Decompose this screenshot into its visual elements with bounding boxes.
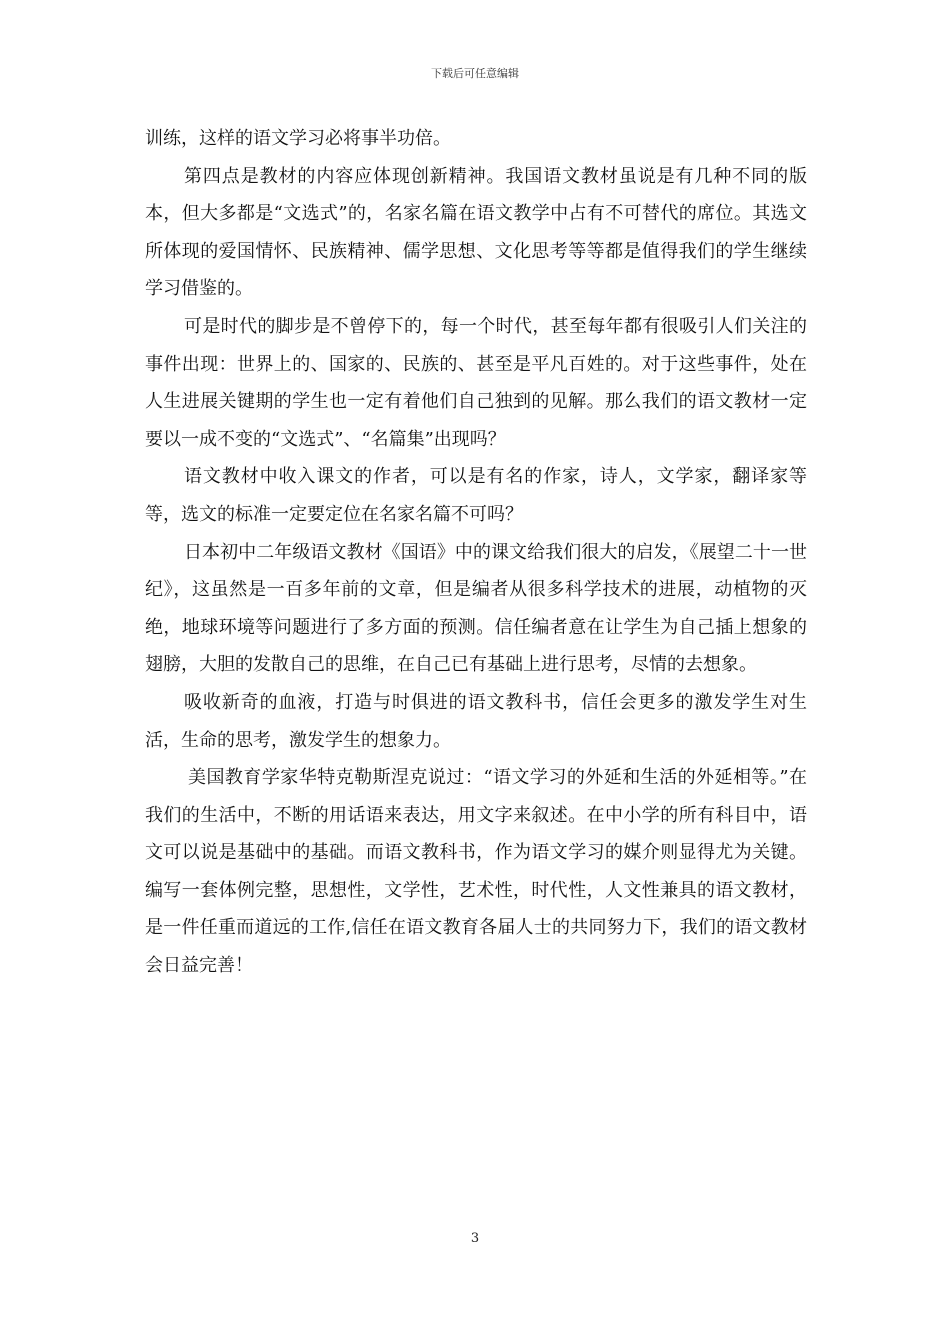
page-header: 下载后可任意编辑 xyxy=(431,67,519,80)
paragraph-conclusion: 美国教育学家华特克勒斯涅克说过：“语文学习的外延和生活的外延相等。”在我们的生活中，不断的用话语来表达，用文字来叙述。在中小学的所有科目中，语文可以说是基础中的基础。而语文教科书，作为语文学习的媒介则显得尤为关键。编写一套体例完整，思想性，文学性，艺术性，时代性，人文性兼具的语文教材，是一件任重而道远的工作,信任在语文教育各届人士的共同努力下，我们的语文教材会日益完善！ xyxy=(145,767,807,977)
paragraph-new-blood: 吸收新奇的血液，打造与时俱进的语文教科书，信任会更多的激发学生对生活，生命的思考，激发学生的想象力。 xyxy=(145,691,807,751)
document-body xyxy=(145,120,807,985)
paragraph-japan-example: 日本初中二年级语文教材《国语》中的课文给我们很大的启发，《展望二十一世纪》，这虽然是一百多年前的文章，但是编者从很多科学技术的进展，动植物的灭绝，地球环境等问题进行了多方面的预测。信任编者意在让学生为自己插上想象的翅膀，大胆的发散自己的思维，在自己已有基础上进行思考，尽情的去想象。 xyxy=(145,541,807,676)
paragraph-continuation: 训练，这样的语文学习必将事半功倍。 xyxy=(145,128,451,149)
paragraph-authors: 语文教材中收入课文的作者，可以是有名的作家，诗人，文学家，翻译家等等，选文的标准一定要定位在名家名篇不可吗？ xyxy=(145,466,807,525)
paragraph-innovation: 第四点是教材的内容应体现创新精神。我国语文教材虽说是有几种不同的版本，但大多都是“文选式”的，名家名篇在语文教学中占有不可替代的席位。其选文所体现的爱国情怀、民族精神、儒学思想、文化思考等等都是值得我们的学生继续学习借鉴的。 xyxy=(145,165,807,300)
page-number: 3 xyxy=(470,1231,480,1246)
paragraph-times: 可是时代的脚步是不曾停下的，每一个时代，甚至每年都有很吸引人们关注的事件出现：世界上的、国家的、民族的、甚至是平凡百姓的。对于这些事件，处在人生进展关键期的学生也一定有着他们自己独到的见解。那么我们的语文教材一定要以一成不变的“文选式”、“名篇集”出现吗？ xyxy=(145,315,807,450)
